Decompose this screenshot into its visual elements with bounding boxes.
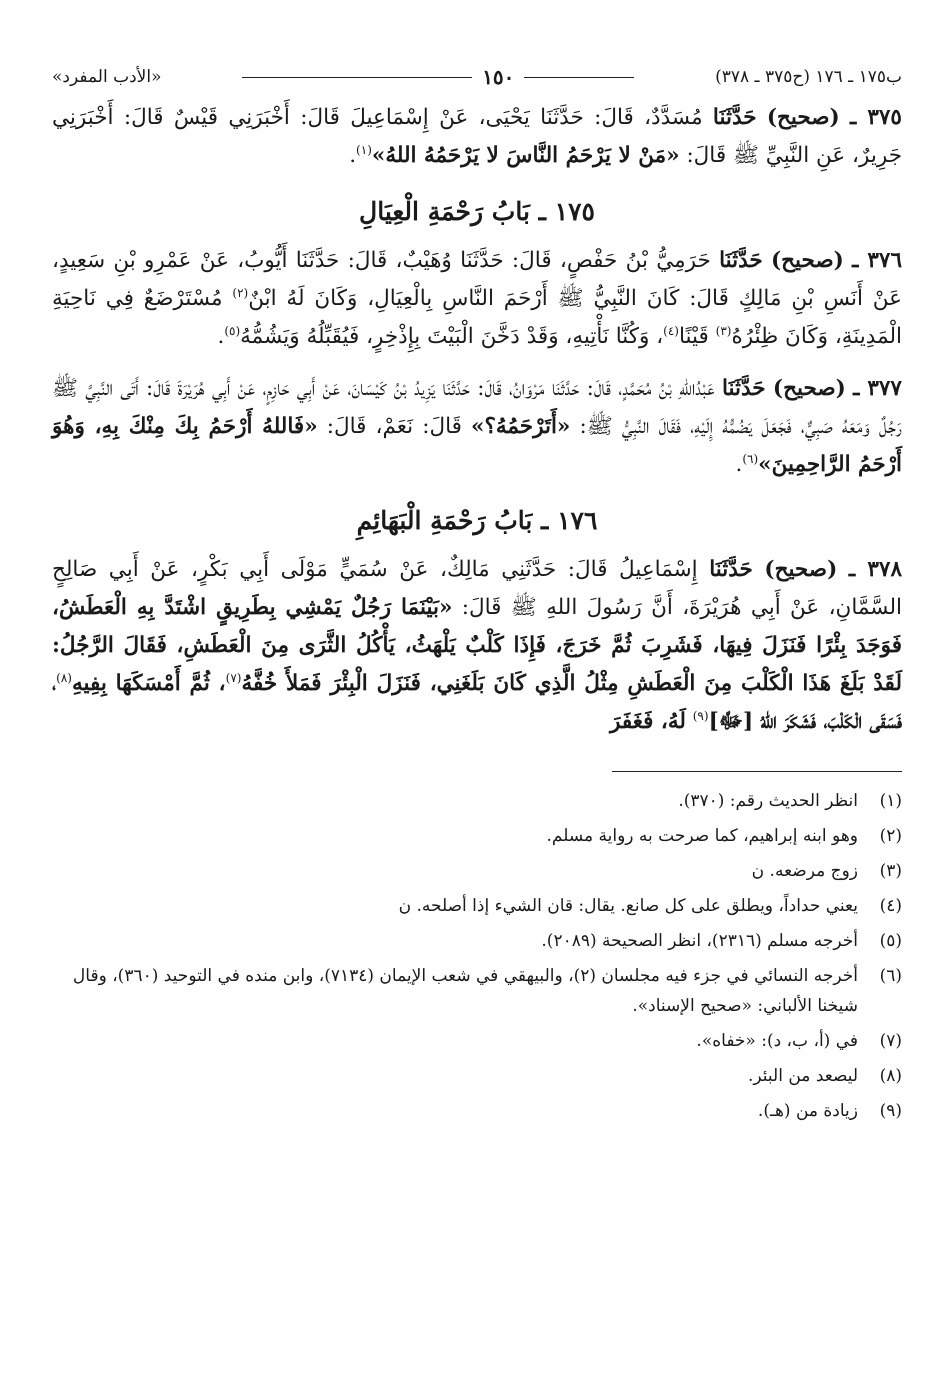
footnote-ref: (١) <box>356 142 372 157</box>
hadith-text: مُسْتَرْضَعٌ فِي نَاحِيَةِ الْمَدِينَةِ، وَكَانَ ظِئْرُهُ <box>52 286 902 349</box>
isnad-text: مُسَدَّدٌ، قَالَ: حَدَّثَنَا يَحْيَى، عَنْ إِسْمَاعِيلَ قَالَ: أَخْبَرَنِي قَيْسٌ قَالَ: أَخْبَرَنِي جَرِيرٌ، عَنِ النَّبِيِّ ﷺ قَالَ: <box>52 105 902 168</box>
footnote <box>52 856 902 886</box>
footnote-number: (٩) <box>879 1101 902 1121</box>
haddathana: حَدَّثَنَا <box>719 248 763 273</box>
hadith-text: حَرَمِيُّ بْنُ حَفْصٍ، قَالَ: حَدَّثَنَا وُهَيْبٌ، قَالَ: حَدَّثَنَا أَيُّوبُ، عَنْ عَمْرِو بْنِ سَعِيدٍ، عَنْ أَنَسِ بْنِ مَالِكٍ قَالَ: كَانَ النَّبِيُّ ﷺ أَرْحَمَ النَّاسِ بِالْعِيَالِ، وَكَانَ لَهُ ابْنٌ <box>52 248 903 311</box>
footnote-text: أخرجه مسلم (٢٣١٦)، انظر الصحيحة (٢٠٨٩). <box>541 931 858 951</box>
hadith-grade: (صحيح) <box>770 248 844 273</box>
chapter-heading-175: ١٧٥ ـ بَابُ رَحْمَةِ الْعِيَالِ <box>359 197 595 226</box>
header-rule-left <box>242 77 472 78</box>
footnote <box>52 1096 902 1126</box>
hadith-text: عَبْدُاللهِ بْنُ مُحَمَّدٍ، قَالَ: حَدَّثَنَا مَرْوَانُ، قَالَ: حَدَّثَنَا يَزِيدُ بْنُ كَيْسَانَ، عَنْ أَبِي حَازِمٍ، عَنْ أَبِي هُرَيْرَةَ قَالَ: أَتَى النَّبِيَّ ﷺ رَجُلٌ وَمَعَهُ صَبِيٌّ، فَجَعَلَ يَضُمُّهُ إِلَيْهِ، فَقَالَ النَّبِيُّ ﷺ: <box>52 376 902 439</box>
footnote <box>52 961 902 1021</box>
chapter-heading-176: ١٧٦ ـ بَابُ رَحْمَةِ الْبَهَائِمِ <box>356 506 598 535</box>
hadith-377 <box>52 370 902 484</box>
footnote-text: يعني حداداً، ويطلق على كل صانع. يقال: قان الشيء إذا أصلحه. ن <box>398 896 858 916</box>
footnote-text: انظر الحديث رقم: (٣٧٠). <box>678 791 858 811</box>
footnote-ref: (٥) <box>224 323 241 338</box>
footnote-text: ليصعد من البئر. <box>748 1066 858 1086</box>
footnote-number: (٨) <box>879 1066 902 1086</box>
footnote <box>52 1026 902 1056</box>
header-center <box>242 65 634 89</box>
footnote-number: (٧) <box>879 1031 902 1051</box>
footnote-ref: (٤) <box>663 323 679 338</box>
hadith-text: إِسْمَاعِيلُ قَالَ: حَدَّثَنِي مَالِكٌ، عَنْ سُمَيٍّ مَوْلَى أَبِي بَكْرٍ، عَنْ أَبِي صَالِحٍ السَّمَّانِ، عَنْ أَبِي هُرَيْرَةَ، أَنَّ رَسُولَ اللهِ ﷺ قَالَ: <box>52 557 903 620</box>
hadith-grade: (صحيح) <box>766 105 840 130</box>
hadith-number: ٣٧٨ ـ <box>848 557 902 582</box>
footnotes <box>52 786 902 1126</box>
haddathana: حَدَّثَنَا <box>722 376 766 401</box>
hadith-text: قَيْنًا <box>678 324 709 349</box>
footnote <box>52 1061 902 1091</box>
footnote-text: في (أ، ب، د): «خفاه». <box>696 1031 858 1051</box>
footnote-number: (٢) <box>879 826 902 846</box>
hadith-quote: «بَيْنَمَا رَجُلٌ يَمْشِي بِطَرِيقٍ اشْتَدَّ بِهِ الْعَطَشُ، فَوَجَدَ بِئْرًا فَنَزَلَ فِيهَا، فَشَرِبَ ثُمَّ خَرَجَ، فَإِذَا كَلْبٌ يَلْهَثُ، يَأْكُلُ الثَّرَى مِنَ الْعَطَشِ، فَقَالَ الرَّجُلُ: لَقَدْ بَلَغَ هَذَا الْكَلْبَ مِنَ الْعَطَشِ مِثْلُ الَّذِي كَانَ بَلَغَنِي، فَنَزَلَ الْبِئْرَ فَمَلأَ خُفَّهُ <box>52 595 902 696</box>
haddathana: حَدَّثَنَا <box>709 557 753 582</box>
page-number: ١٥٠ <box>482 65 515 89</box>
hadith-grade: (صحيح) <box>772 376 846 401</box>
footnote-number: (٤) <box>879 896 902 916</box>
footnote-number: (٣) <box>879 861 902 881</box>
footnote-separator <box>612 771 902 772</box>
hadith-number: ٣٧٦ ـ <box>852 248 902 273</box>
hadith-number: ٣٧٥ ـ <box>850 105 902 130</box>
hadith-quote: «فَاللهُ أَرْحَمُ بِكَ مِنْكَ بِهِ، وَهُوَ أَرْحَمُ الرَّاحِمِينَ» <box>52 414 902 477</box>
hadith-quote: «مَنْ لا يَرْحَمُ النَّاسَ لا يَرْحَمُهُ اللهُ» <box>371 143 680 168</box>
footnote <box>52 926 902 956</box>
footnote-text: وهو ابنه إبراهيم، كما صرحت به رواية مسلم. <box>546 826 858 846</box>
hadith-quote: ، فَسَقَى الْكَلْبَ، فَشَكَرَ اللهُ [ﷻ] <box>52 671 902 734</box>
footnote-ref: (٨) <box>56 670 72 685</box>
header-rule-right <box>524 77 634 78</box>
footnote-ref: (٦) <box>742 451 759 466</box>
hadith-number: ٣٧٧ ـ <box>853 376 902 401</box>
footnote-ref: (٩) <box>692 708 709 723</box>
footnote-ref: (٧) <box>225 670 242 685</box>
header-range: ب١٧٥ ـ ١٧٦ (ح٣٧٥ ـ ٣٧٨) <box>715 67 902 87</box>
hadith-text: قَالَ: نَعَمْ، قَالَ: <box>326 414 462 439</box>
page-header <box>52 55 902 99</box>
hadith-quote: ، ثُمَّ أَمْسَكَهَا بِفِيهِ <box>71 671 226 696</box>
hadith-text: ، وَكُنَّا نَأْتِيهِ، وَقَدْ دَخَّنَ الْبَيْتَ بِإِذْخِرٍ، فَيُقَبِّلُهُ وَيَشُمُّهُ <box>240 324 664 349</box>
footnote-text: زيادة من (هـ). <box>757 1101 858 1121</box>
footnote-number: (٥) <box>879 931 902 951</box>
footnote <box>52 786 902 816</box>
footnote <box>52 891 902 921</box>
hadith-375: ٣٧٥ ـ (صحيح) حَدَّثَنَا مُسَدَّدٌ، قَالَ: حَدَّثَنَا يَحْيَى، عَنْ إِسْمَاعِيلَ قَالَ: أَخْبَرَنِي قَيْسٌ قَالَ: أَخْبَرَنِي جَرِيرٌ، عَنِ النَّبِيِّ ﷺ قَالَ: «مَنْ لا يَرْحَمُ النَّاسَ لا يَرْحَمُهُ اللهُ»$^{(١)}$. <box>52 105 902 168</box>
footnote-ref: (٢) <box>232 285 249 300</box>
hadith-end: . <box>217 324 225 349</box>
footnote-number: (١) <box>879 791 902 811</box>
header-book-title: «الأدب المفرد» <box>52 67 162 87</box>
hadith-quote: لَهُ، فَغَفَرَ <box>610 709 686 734</box>
hadith-grade: (صحيح) <box>764 557 838 582</box>
haddathana: حَدَّثَنَا <box>712 105 757 130</box>
footnote-number: (٦) <box>879 966 902 986</box>
hadith-378 <box>52 551 902 741</box>
footnote-text: أخرجه النسائي في جزء فيه مجلسان (٢)، والبيهقي في شعب الإيمان (٧١٣٤)، وابن منده في التوحيد (٣٦٠)، وقال شيخنا الألباني: «صحيح الإسناد». <box>72 966 858 1016</box>
footnote-text: زوج مرضعه. ن <box>751 861 858 881</box>
footnote-ref: (٣) <box>715 323 732 338</box>
hadith-quote: «أَتَرْحَمُهُ؟» <box>471 414 571 439</box>
footnote <box>52 821 902 851</box>
hadith-376 <box>52 242 902 356</box>
hadith-end: . <box>735 452 743 477</box>
